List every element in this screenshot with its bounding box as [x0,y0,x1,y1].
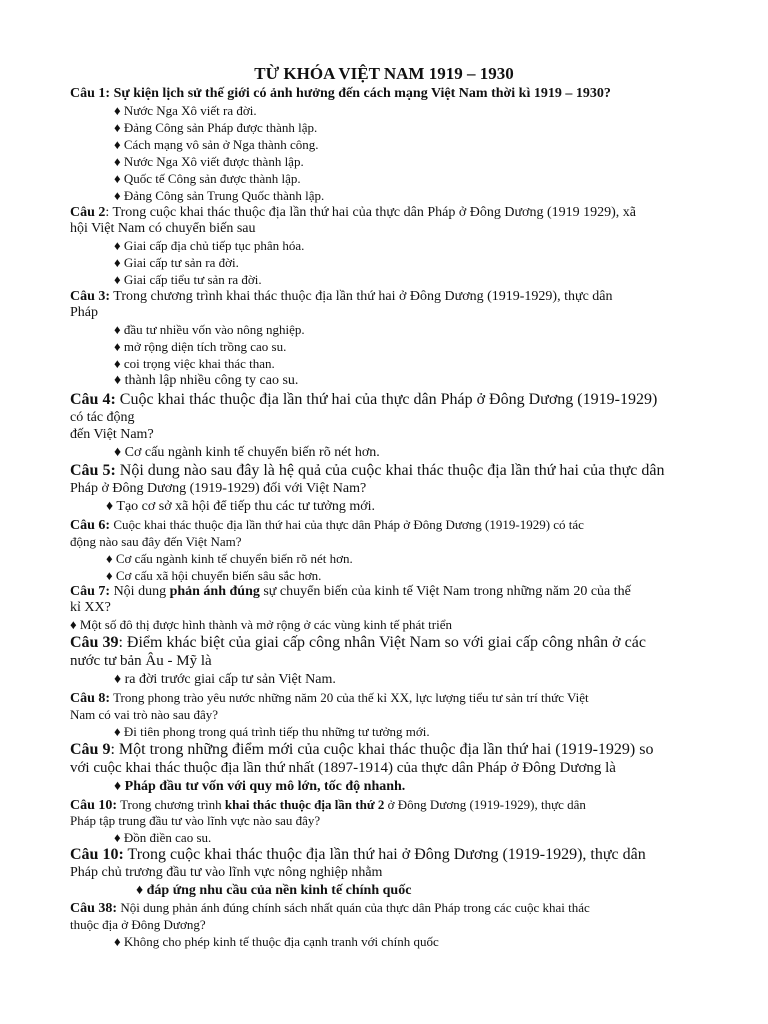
question-text: Pháp chủ trương đầu tư vào lĩnh vực nông nghiệp nhằm [70,865,383,880]
question-number: Câu 10: [70,798,118,813]
question-10 [70,797,586,814]
answer-item: ♦ Cơ cấu ngành kinh tế chuyển biến rõ nét hơn. [106,551,353,566]
question-10b [70,846,646,864]
question-emphasis: phản ánh đúng [169,584,260,599]
question-text: nước tư bản Âu - Mỹ là [70,653,212,669]
question-number: Câu 39 [70,634,119,651]
answer-item: ♦ đầu tư nhiều vốn vào nông nghiệp. [114,322,305,337]
question-text: : Một trong những điểm mới của cuộc khai thác thuộc địa lần thứ hai (1919-1929) so [110,741,654,758]
question-number: Câu 10: [70,846,124,863]
answer-item: ♦ Đồn điền cao su. [114,830,212,845]
answer-item: ♦ ra đời trước giai cấp tư sản Việt Nam. [114,672,336,687]
question-7 [70,584,631,600]
question-text: hội Việt Nam có chuyển biến sau [70,221,256,236]
answer-item: ♦ Đi tiên phong trong quá trình tiếp thu những tư tưởng mới. [114,724,430,739]
question-3 [70,289,613,305]
question-text: Nội dung nào sau đây là hệ quả của cuộc khai thác thuộc địa lần thứ hai của thực dân [115,462,665,479]
question-number: Câu 4: [70,391,116,408]
question-text: Nội dung [110,584,170,599]
answer-item: ♦ Tạo cơ sở xã hội để tiếp thu các tư tưởng mới. [106,499,376,514]
question-text: Trong phong trào yêu nước những năm 20 của thế kỉ XX, lực lượng tiểu tư sản trí thức Việt [110,690,589,705]
answer-item: ♦ coi trọng việc khai thác than. [114,356,275,371]
answer-item: ♦ Một số đô thị được hình thành và mở rộng ở các vùng kinh tế phát triển [70,617,452,632]
question-text: có tác động [70,410,135,425]
question-text: Pháp ở Đông Dương (1919-1929) đối với Việt Nam? [70,481,367,496]
question-8 [70,690,589,707]
question-text: động nào sau đây đến Việt Nam? [70,534,242,549]
question-number: Câu 5: [70,462,116,479]
answer-item: ♦ đáp ứng nhu cầu của nền kinh tế chính quốc [136,883,412,898]
question-1 [70,86,611,102]
question-text: Cuộc khai thác thuộc địa lần thứ hai của thực dân Pháp ở Đông Dương (1919-1929) có tác [110,517,584,532]
answer-item: ♦ Cách mạng vô sản ở Nga thành công. [114,137,319,152]
question-number: Câu 8: [70,691,111,706]
question-6 [70,517,584,534]
answer-item: ♦ Cơ cấu xã hội chuyển biến sâu sắc hơn. [106,568,322,583]
question-text: Trong cuộc khai thác thuộc địa lần thứ hai ở Đông Dương (1919-1929), thực dân [123,846,646,863]
answer-item: ♦ Pháp đầu tư vốn với quy mô lớn, tốc độ nhanh. [114,779,406,794]
answer-item: ♦ Quốc tế Công sản được thành lập. [114,171,301,186]
question-number: Câu 7: [70,584,111,599]
question-number: Câu 2 [70,205,106,220]
question-text: Sự kiện lịch sử thế giới có ảnh hưởng đến cách mạng Việt Nam thời kì 1919 – 1930? [113,86,611,101]
question-38 [70,900,590,917]
question-number: Câu 3: [70,289,111,304]
answer-item: ♦ Giai cấp địa chủ tiếp tục phân hóa. [114,238,305,253]
question-text: Pháp tập trung đầu tư vào lĩnh vực nào sau đây? [70,813,321,828]
question-number: Câu 6: [70,518,111,533]
question-text: kỉ XX? [70,600,111,615]
question-text: thuộc địa ở Đông Dương? [70,917,206,932]
answer-item: ♦ Không cho phép kinh tế thuộc địa cạnh tranh với chính quốc [114,934,439,949]
question-text: với cuộc khai thác thuộc địa lần thứ nhất (1897-1914) của thực dân Pháp ở Đông Dương là [70,760,616,776]
question-text: Nội dung phản ánh đúng chính sách nhất quán của thực dân Pháp trong các cuộc khai thác [117,900,590,915]
question-number: Câu 38: [70,901,118,916]
answer-item: ♦ Nước Nga Xô viết được thành lập. [114,154,304,169]
question-2 [70,205,636,221]
question-39 [70,634,646,652]
answer-item: ♦ thành lập nhiều công ty cao su. [114,373,299,388]
question-text: sự chuyển biến của kinh tế Việt Nam trong những năm 20 của thế [259,584,631,599]
page-title: TỪ KHÓA VIỆT NAM 1919 – 1930 [254,64,514,83]
question-text: ở Đông Dương (1919-1929), thực dân [384,797,586,812]
question-emphasis: khai thác thuộc địa lần thứ 2 [224,797,385,812]
answer-item: ♦ Nước Nga Xô viết ra đời. [114,103,257,118]
question-9 [70,741,653,759]
question-number: Câu 9 [70,741,111,758]
question-5 [70,462,665,480]
question-text: Trong chương trình [117,797,225,812]
answer-item: ♦ Đảng Công sản Trung Quốc thành lập. [114,188,325,203]
question-number: Câu 1: [70,86,111,101]
question-text: : Trong cuộc khai thác thuộc địa lần thứ hai của thực dân Pháp ở Đông Dương (1919 1929), xã [105,205,636,220]
answer-item: ♦ Giai cấp tiểu tư sản ra đời. [114,272,262,287]
question-text: Trong chương trình khai thác thuộc địa lần thứ hai ở Đông Dương (1919-1929), thực dân [110,289,613,304]
answer-item: ♦ Đảng Công sản Pháp được thành lập. [114,120,318,135]
answer-item: ♦ Giai cấp tư sản ra đời. [114,255,239,270]
question-text: đến Việt Nam? [70,427,154,442]
question-text: Cuộc khai thác thuộc địa lần thứ hai của thực dân Pháp ở Đông Dương (1919-1929) [115,391,658,408]
question-text: Nam có vai trò nào sau đây? [70,707,219,722]
question-text: Pháp [70,305,98,320]
answer-item: ♦ mở rộng diện tích trồng cao su. [114,339,287,354]
question-text: : Điểm khác biệt của giai cấp công nhân Việt Nam so với giai cấp công nhân ở các [118,634,646,651]
question-4 [70,391,657,409]
answer-item: ♦ Cơ cấu ngành kinh tế chuyển biến rõ nét hơn. [114,445,380,460]
